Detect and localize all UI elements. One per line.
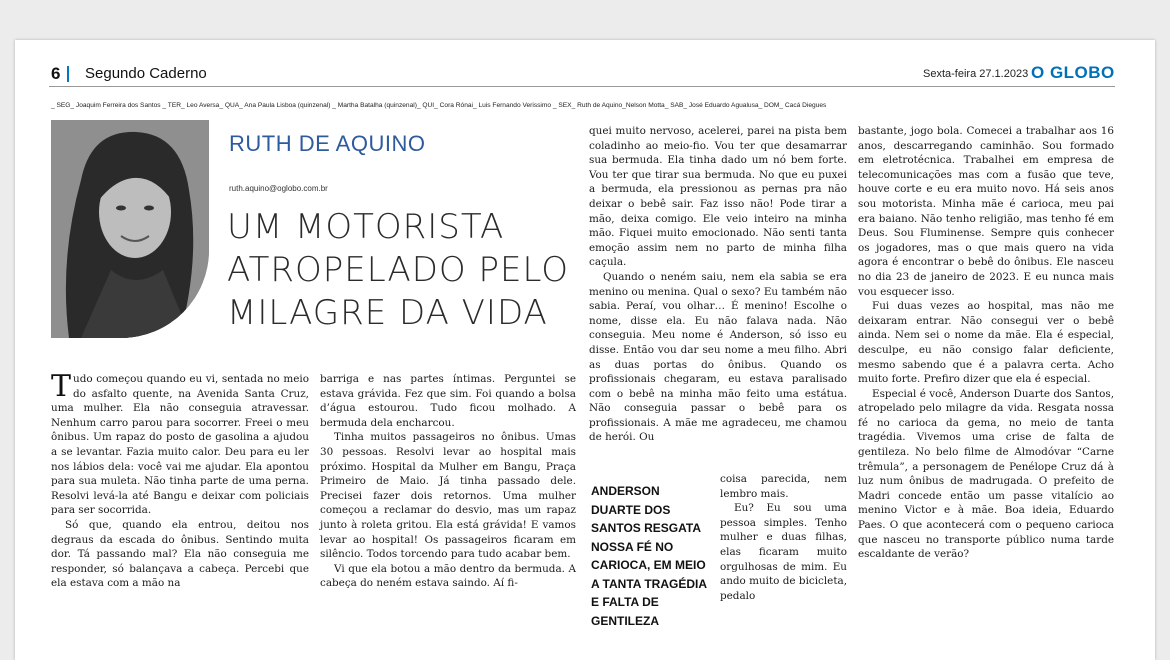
paragraph: Eu? Eu sou uma pessoa simples. Tenho mulher e duas filhas, elas ficaram muito orgulhosas de mim. Eu ando muito de bicicleta, pedalo [720,502,847,602]
drop-cap: T [51,369,72,404]
author-portrait-illustration [51,120,209,338]
headline: UM MOTORISTA ATROPELADO PELO MILAGRE DA VIDA [227,207,569,333]
paragraph: bastante, jogo bola. Comecei a trabalhar aos 16 anos, descarregando caminhão. Sou formado em eletrotécnica. Trabalhei em empresa de telecomunicações mas com a fusão que teve, houve corte e eu era muito novo. Há seis anos sou motorista. Minha mãe é carioca, meu pai era baiano. Não tenho religião, mas tenho fé em Deus. Sou Fluminense. Sempre quis conhecer os jogadores, mas o que mais quero na vida agora é encontrar o bebê do ônibus. Ele nasceu no dia 23 de janeiro de 2023. E eu nunca mais vou esquecer isso. [858,125,1114,298]
article-column-4 [858,124,1114,562]
author-photo [51,120,209,338]
paragraph: Especial é você, Anderson Duarte dos Santos, atropelado pelo milagre da vida. Resgata nossa fé no carioca da gema, no meio de tanta tragédia. Vivemos uma crise de falta de gentileza. No belo filme de Almodóvar “Carne trêmula”, a personagem de Penélope Cruz dá à luz num ônibus de madrugada. O prefeito de Madri concede então um passe vitalício ao menino Victor e à mãe. Boa ideia, Eduardo Paes. O que acontecerá com o pequeno carioca que nasceu no transporte público numa tarde escaldante de verão? [858,387,1114,561]
paragraph: quei muito nervoso, acelerei, parei na pista bem coladinho ao meio-fio. Vou ter que desamarrar sua bermuda. Ela tinha dado um nó bem forte. Vou ter que tirar sua bermuda. No que eu puxei a bermuda, ela pressionou as pernas pra não deixar o bebê sair. Faz isso não! Pode tirar a mão, deixa comigo. Ele veio inteiro na minha mão. Fiquei muito emocionado. Não senti tanta emoção assim nem no parto de minha filha caçula. [589,125,847,269]
newspaper-page [15,40,1155,660]
paragraph: Vi que ela botou a mão dentro da bermuda. A cabeça do neném estava saindo. Aí fi- [320,562,576,590]
author-name: RUTH DE AQUINO [229,131,426,156]
paragraph: barriga e nas partes íntimas. Perguntei se estava grávida. Fez que sim. Foi quando a bolsa d’água estourou. Tudo ficou molhado. A bermuda dela encharcou. [320,373,576,429]
article-column-3 [589,124,847,445]
author-email: ruth.aquino@oglobo.com.br [229,184,328,193]
newspaper-logo: O GLOBO [1031,63,1115,82]
pull-quote: ANDERSON DUARTE DOS SANTOS RESGATA NOSSA FÉ NO CARIOCA, EM MEIO A TANTA TRAGÉDIA E FALTA DE GENTILEZA [591,484,707,628]
header-rule [49,86,1115,87]
issue-date: Sexta-feira 27.1.2023 [923,68,1029,80]
columnist-schedule: _ SEG_ Joaquim Ferreira dos Santos _ TER_ Leo Aversa_ QUA_ Ana Paula Lisboa (quinzenal) _ Martha Batalha (quinzenal)_ QUI_ Cora Rónai_ Luis Fernando Verissimo _ SEX_ Ruth de Aquino_Nelson Motta_ SÁB_ José Eduardo Agualusa_ DOM_ Cacá Diegues [51,102,827,109]
paragraph: Fui duas vezes ao hospital, mas não me deixaram entrar. Não consegui ver o bebê ainda. Nem sei o nome da mãe. Ela é especial, desculpe, eu não consigo falar deficiente, mesmo sabendo que é a palavra certa. Acho muito forte. Prefiro dizer que ela é especial. [858,300,1114,386]
article-column-3-continued [720,472,847,603]
article-column-1 [51,369,309,591]
paragraph: Só que, quando ela entrou, deitou nos degraus da escada do ônibus. Sentindo muita dor. Tá passando mal? Ela não conseguia me responder, só balançava a cabeça. Percebi que ela estava com a mão na [51,518,309,590]
paragraph: Quando o neném saiu, nem ela sabia se era menino ou menina. Qual o sexo? Eu também não sabia. Peraí, vou olhar… É menino! Escolhe o nome, disse ela. Eu não falava nada. Não conseguia. Meu nome é Anderson, só isso eu disse. Então vou dar seu nome a meu filho. Abri as duas portas do ônibus. Quando os profissionais chegaram, eu estava paralisado com o bebê na minha mão feito uma estátua. Não conseguia passar o bebê para os profissionais. A mãe me agradeceu, me chamou de herói. Ou [589,270,847,444]
paragraph: coisa parecida, nem lembro mais. [720,473,847,500]
paragraph-text: udo começou quando eu vi, sentada no meio do asfalto quente, na Avenida Santa Cruz, uma mulher. Ela não conseguia atravessar. Nenhum carro parou para socorrer. Freei o meu ônibus. Um rapaz do posto de gasolina a ajudou a se levantar. Fazia muito calor. Deu para eu ler nos lábios dela: você vai me ajudar. Ela apontou para sua muleta. Não tinha parte de uma perna. Resolvi levá-la até Bangu e deixar com policiais para ser socorrida. [51,373,309,517]
section-name: Segundo Caderno [85,65,207,82]
page-number: 6 [51,64,61,83]
header-divider [67,66,69,82]
paragraph: Tinha muitos passageiros no ônibus. Umas 30 pessoas. Resolvi levar ao hospital mais próximo. Hospital da Mulher em Bangu, Praça Primeiro de Maio. Já tinha passado dele. Precisei fazer dois retornos. Uma mulher começou a reclamar do desvio, mas um rapaz junto à roleta gritou. Ela está grávida! E vamos levar ao hospital! Os passageiros ficaram em silêncio. Todos torcendo para tudo acabar bem. [320,431,576,561]
paragraph [51,369,309,518]
article-column-2 [320,372,576,591]
